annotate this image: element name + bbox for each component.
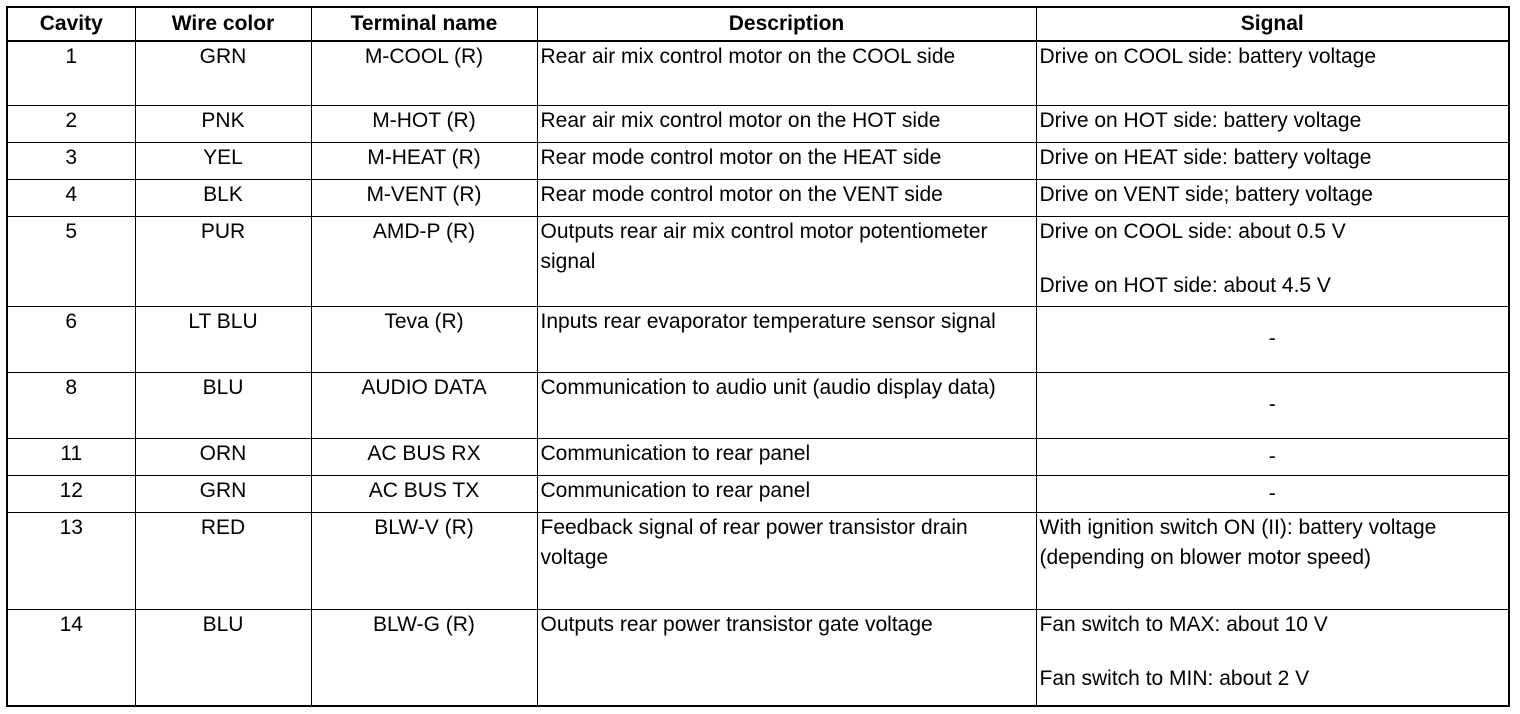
wire-color-cell: GRN (135, 475, 311, 512)
signal-cell (1036, 609, 1509, 706)
terminal-name-cell: M-HEAT (R) (311, 142, 537, 179)
description-cell: Rear air mix control motor on the COOL side (537, 41, 1036, 105)
table-row (7, 609, 1509, 706)
wire-color-cell: LT BLU (135, 306, 311, 372)
wire-color-cell: RED (135, 512, 311, 609)
description-cell: Rear mode control motor on the VENT side (537, 179, 1036, 216)
cavity-cell: 4 (7, 179, 135, 216)
table-body (7, 41, 1509, 706)
signal-line: - (1268, 393, 1276, 416)
description-cell: Outputs rear air mix control motor potentiometer signal (537, 216, 1036, 306)
description-cell: Communication to rear panel (537, 438, 1036, 475)
description-cell: Rear mode control motor on the HEAT side (537, 142, 1036, 179)
terminal-name-cell: AC BUS RX (311, 438, 537, 475)
terminal-name-cell: BLW-G (R) (311, 609, 537, 706)
wire-color-cell: ORN (135, 438, 311, 475)
description-cell: Rear air mix control motor on the HOT side (537, 105, 1036, 142)
header-signal: Signal (1036, 7, 1509, 41)
wire-color-cell: PNK (135, 105, 311, 142)
table-header (7, 7, 1509, 41)
cavity-cell: 14 (7, 609, 135, 706)
table-row (7, 216, 1509, 306)
cavity-cell: 3 (7, 142, 135, 179)
header-cavity: Cavity (7, 7, 135, 41)
signal-cell (1036, 105, 1509, 142)
description-cell: Feedback signal of rear power transistor drain voltage (537, 512, 1036, 609)
wire-color-cell: GRN (135, 41, 311, 105)
terminal-name-cell: M-VENT (R) (311, 179, 537, 216)
table-row (7, 105, 1509, 142)
table-row (7, 372, 1509, 438)
wire-color-cell: BLK (135, 179, 311, 216)
cavity-cell: 2 (7, 105, 135, 142)
wire-color-cell: BLU (135, 609, 311, 706)
cavity-cell: 6 (7, 306, 135, 372)
cavity-cell: 12 (7, 475, 135, 512)
terminal-name-cell: Teva (R) (311, 306, 537, 372)
signal-cell (1036, 438, 1509, 475)
signal-line: - (1268, 481, 1276, 505)
terminal-name-cell: BLW-V (R) (311, 512, 537, 609)
signal-cell (1036, 475, 1509, 512)
terminal-name-cell: AC BUS TX (311, 475, 537, 512)
wire-color-cell: YEL (135, 142, 311, 179)
description-cell: Communication to audio unit (audio display data) (537, 372, 1036, 438)
signal-line: Fan switch to MIN: about 2 V (1039, 666, 1310, 690)
signal-line: Drive on HEAT side: battery voltage (1039, 145, 1372, 169)
cavity-cell: 13 (7, 512, 135, 609)
signal-cell (1036, 512, 1509, 609)
table-row (7, 142, 1509, 179)
terminal-name-cell: AUDIO DATA (311, 372, 537, 438)
table-row (7, 475, 1509, 512)
wire-color-cell: BLU (135, 372, 311, 438)
signal-cell (1036, 216, 1509, 306)
signal-line: Drive on COOL side: about 0.5 V (1039, 219, 1346, 243)
cavity-cell: 11 (7, 438, 135, 475)
header-wire-color: Wire color (135, 7, 311, 41)
header-terminal-name: Terminal name (311, 7, 537, 41)
description-cell: Outputs rear power transistor gate voltage (537, 609, 1036, 706)
signal-cell (1036, 372, 1509, 438)
signal-line: Drive on HOT side: battery voltage (1039, 108, 1362, 132)
signal-cell (1036, 179, 1509, 216)
table-row (7, 512, 1509, 609)
wire-color-cell: PUR (135, 216, 311, 306)
terminal-name-cell: AMD-P (R) (311, 216, 537, 306)
terminal-name-cell: M-HOT (R) (311, 105, 537, 142)
description-cell: Communication to rear panel (537, 475, 1036, 512)
cavity-cell: 8 (7, 372, 135, 438)
header-description: Description (537, 7, 1036, 41)
table-row (7, 438, 1509, 475)
signal-line: Fan switch to MAX: about 10 V (1039, 612, 1328, 636)
signal-line: - (1268, 327, 1276, 350)
signal-cell (1036, 41, 1509, 105)
signal-line: Drive on COOL side: battery voltage (1039, 45, 1377, 68)
terminal-name-cell: M-COOL (R) (311, 41, 537, 105)
connector-pinout-table (6, 6, 1510, 707)
signal-cell (1036, 306, 1509, 372)
table-row (7, 306, 1509, 372)
table-row (7, 179, 1509, 216)
signal-line: Drive on VENT side; battery voltage (1039, 182, 1373, 206)
table-row (7, 41, 1509, 105)
signal-cell (1036, 142, 1509, 179)
cavity-cell: 5 (7, 216, 135, 306)
cavity-cell: 1 (7, 41, 135, 105)
signal-line: With ignition switch ON (II): battery voltage (depending on blower motor speed) (1039, 515, 1437, 569)
signal-line: - (1268, 444, 1276, 468)
signal-line: Drive on HOT side: about 4.5 V (1039, 273, 1331, 297)
pinout-table-container (6, 6, 1510, 707)
description-cell: Inputs rear evaporator temperature sensor signal (537, 306, 1036, 372)
header-row (7, 7, 1509, 41)
